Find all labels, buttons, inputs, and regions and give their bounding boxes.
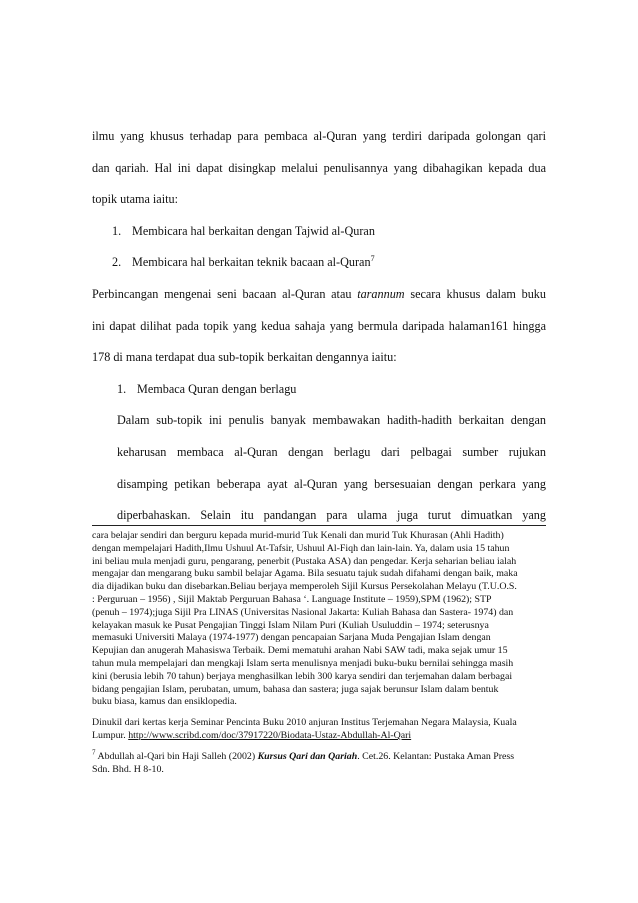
paragraph-line: keharusan membaca al-Quran dengan berlagu dari pelbagai sumber rujukan — [117, 444, 546, 459]
paragraph-line: diperbahaskan. Selain itu pandangan para ulama juga turut dimuatkan yang — [117, 508, 546, 523]
source-link[interactable]: http://www.scribd.com/doc/37917220/Biodata-Ustaz-Abdullah-Al-Qari — [128, 729, 412, 741]
footnote-line: kini (berusia lebih 70 tahun) berjaya menghasilkan lebih 300 karya sendiri dan terjemahan dalam berbagai — [92, 670, 513, 682]
footnote-bio — [92, 530, 546, 709]
list-item: 1. Membaca Quran dengan berlagu — [117, 381, 297, 396]
footnote-source — [92, 717, 546, 743]
footnote-line: mengajar dan mengarang buku sambil belajar Agama. Bila sesuatu tajuk sudah difahami dengan baik, maka — [92, 568, 518, 580]
footnote-line: Kepujian dan anugerah Mahasiswa Terbaik. Demi mematuhi arahan Nabi SAW tadi, maka sejak umur 15 — [92, 645, 508, 657]
footnote-line: bidang pengajian Islam, perubatan, umum, bahasa dan sastera; juga sajak berunsur Islam dalam bentuk — [92, 683, 499, 695]
footnote-line: cara belajar sendiri dan berguru kepada murid-murid Tuk Kenali dan murid Tuk Khurasan (Ahli Hadith) — [92, 530, 504, 541]
footnote-line: ini beliau mula menjadi guru, pengarang, penerbit (Pustaka ASA) dan pengedar. Kerja seharian beliau ialah — [92, 555, 517, 567]
paragraph-line: disamping petikan beberapa ayat al-Quran yang bersesuaian dengan perkara yang — [117, 476, 546, 491]
list-item: 2. Membicara hal berkaitan teknik bacaan al-Quran$^7$ — [112, 254, 375, 270]
footnote-line: memasuki Universiti Malaya (1974-1977) dengan pencapaian Sarjana Muda Pengajian Islam dengan — [92, 632, 491, 644]
subtopic-block — [92, 374, 546, 532]
topic-list — [92, 216, 546, 279]
paragraph-line: ini dapat dilihat pada topik yang kedua sahaja yang bermula daripada halaman161 hingga — [92, 318, 546, 333]
paragraph-line: Perbincangan mengenai seni bacaan al-Quran atau tarannum secara khusus dalam buku — [92, 286, 546, 301]
list-item-text: Membaca Quran dengan berlagu — [137, 381, 297, 396]
list-item-text: Membicara hal berkaitan dengan Tajwid al-Quran — [132, 223, 375, 238]
paragraph-line: 178 di mana terdapat dua sub-topik berkaitan dengannya iaitu: — [92, 350, 397, 365]
footnote-line: : Perguruan – 1956) , Sijil Maktab Perguruan Bahasa ‘. Language Institute – 1959),SPM (1962); STP — [92, 593, 492, 605]
body-text — [92, 121, 546, 532]
footnote-ref: 7 — [370, 254, 375, 264]
paragraph-line: dan qariah. Hal ini dapat disingkap melalui penulisannya yang dibahagikan kepada dua — [92, 160, 546, 175]
paragraph-line: Dalam sub-topik ini penulis banyak membawakan hadith-hadith berkaitan dengan — [117, 413, 546, 428]
list-item: 1. Membicara hal berkaitan dengan Tajwid al-Quran — [112, 223, 375, 238]
list-item-text: Membicara hal berkaitan teknik bacaan al-Quran — [132, 255, 371, 270]
footnote-7 — [92, 748, 546, 777]
footnote-line: kelayakan masuk ke Pusat Pengajian Tinggi Islam Nilam Puri (Kuliah Usuluddin – 1974; seterusnya — [92, 619, 489, 631]
paragraph-line: topik utama iaitu: — [92, 192, 178, 207]
footnote-line: Lumpur. http://www.scribd.com/doc/37917220/Biodata-Ustaz-Abdullah-Al-Qari — [92, 729, 412, 741]
footnote-line: Dinukil dari kertas kerja Seminar Pencinta Buku 2010 anjuran Institus Terjemahan Negara Malaysia, Kuala — [92, 717, 517, 729]
footnote-line: Sdn. Bhd. H 8-10. — [92, 763, 164, 775]
footnote-line: $^7$ Abdullah al-Qari bin Haji Salleh (2002) Kursus Qari dan Qariah. Cet.26. Kelantan: Pustaka Aman Press — [92, 748, 515, 762]
footnote-line: dengan mempelajari Hadith,Ilmu Ushuul At-Tafsir, Ushuul Al-Fiqh dan lain-lain. Ya, dalam usia 15 tahun — [92, 542, 510, 554]
footnote-marker: 7 — [92, 748, 96, 757]
book-title: Kursus Qari dan Qariah — [257, 750, 358, 762]
footnote-line: tahun mula mempelajari dan mengkaji Islam serta menulisnya menjadi buku-buku bernilai sehingga masih — [92, 657, 514, 669]
footnote-line: dia dijadikan buku dan disebarkan.Beliau berjaya memperoleh Sijil Kursus Persekolahan Melayu (T.U.O.S. — [92, 581, 517, 593]
footnote-divider — [92, 525, 546, 526]
paragraph-line: ilmu yang khusus terhadap para pembaca al-Quran yang terdiri daripada golongan qari — [92, 129, 546, 143]
footnote-line: buku biasa, kamus dan ensiklopedia. — [92, 696, 237, 708]
footnote-line: (penuh – 1974);juga Sijil Pra LINAS (Universitas Nasional Jakarta: Kuliah Bahasa dan Sastera- 1974) dan — [92, 606, 514, 618]
footnotes — [92, 530, 546, 776]
italic-term: tarannum — [357, 286, 405, 301]
